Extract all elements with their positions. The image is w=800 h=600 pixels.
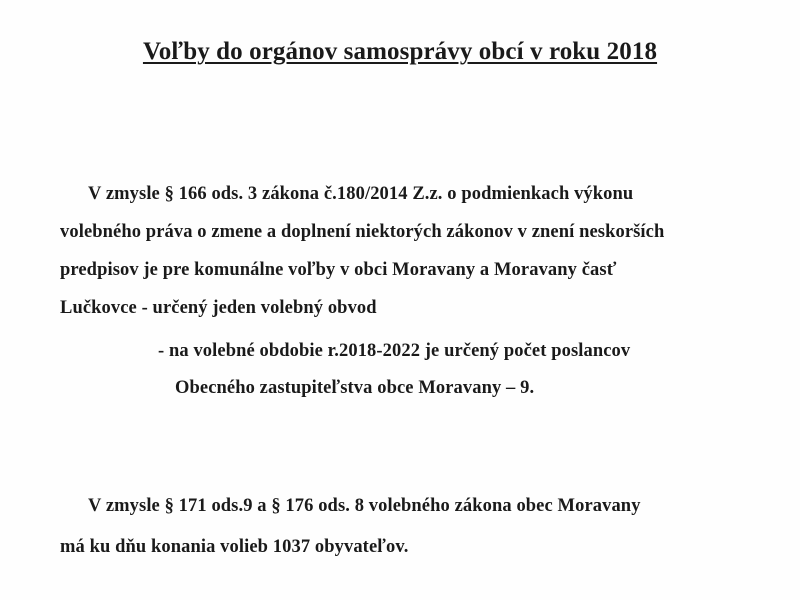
paragraph1-line5: - na volebné obdobie r.2018-2022 je určený počet poslancov [158,341,631,361]
document-title: Voľby do orgánov samosprávy obcí v roku 2018 [142,38,658,65]
paragraph1-line2: volebného práva o zmene a doplnení niektorých zákonov v znení neskorších [60,222,665,242]
paragraph1-line4: Lučkovce - určený jeden volebný obvod [60,298,377,318]
paragraph2-line1: V zmysle § 171 ods.9 a § 176 ods. 8 volebného zákona obec Moravany [88,496,641,516]
paragraph1-line6: Obecného zastupiteľstva obce Moravany – 9. [175,378,535,398]
paragraph1-line3: predpisov je pre komunálne voľby v obci Moravany a Moravany časť [60,260,617,280]
paragraph2-line2: má ku dňu konania volieb 1037 obyvateľov. [60,537,409,557]
paragraph1-line1: V zmysle § 166 ods. 3 zákona č.180/2014 Z.z. o podmienkach výkonu [88,184,634,204]
